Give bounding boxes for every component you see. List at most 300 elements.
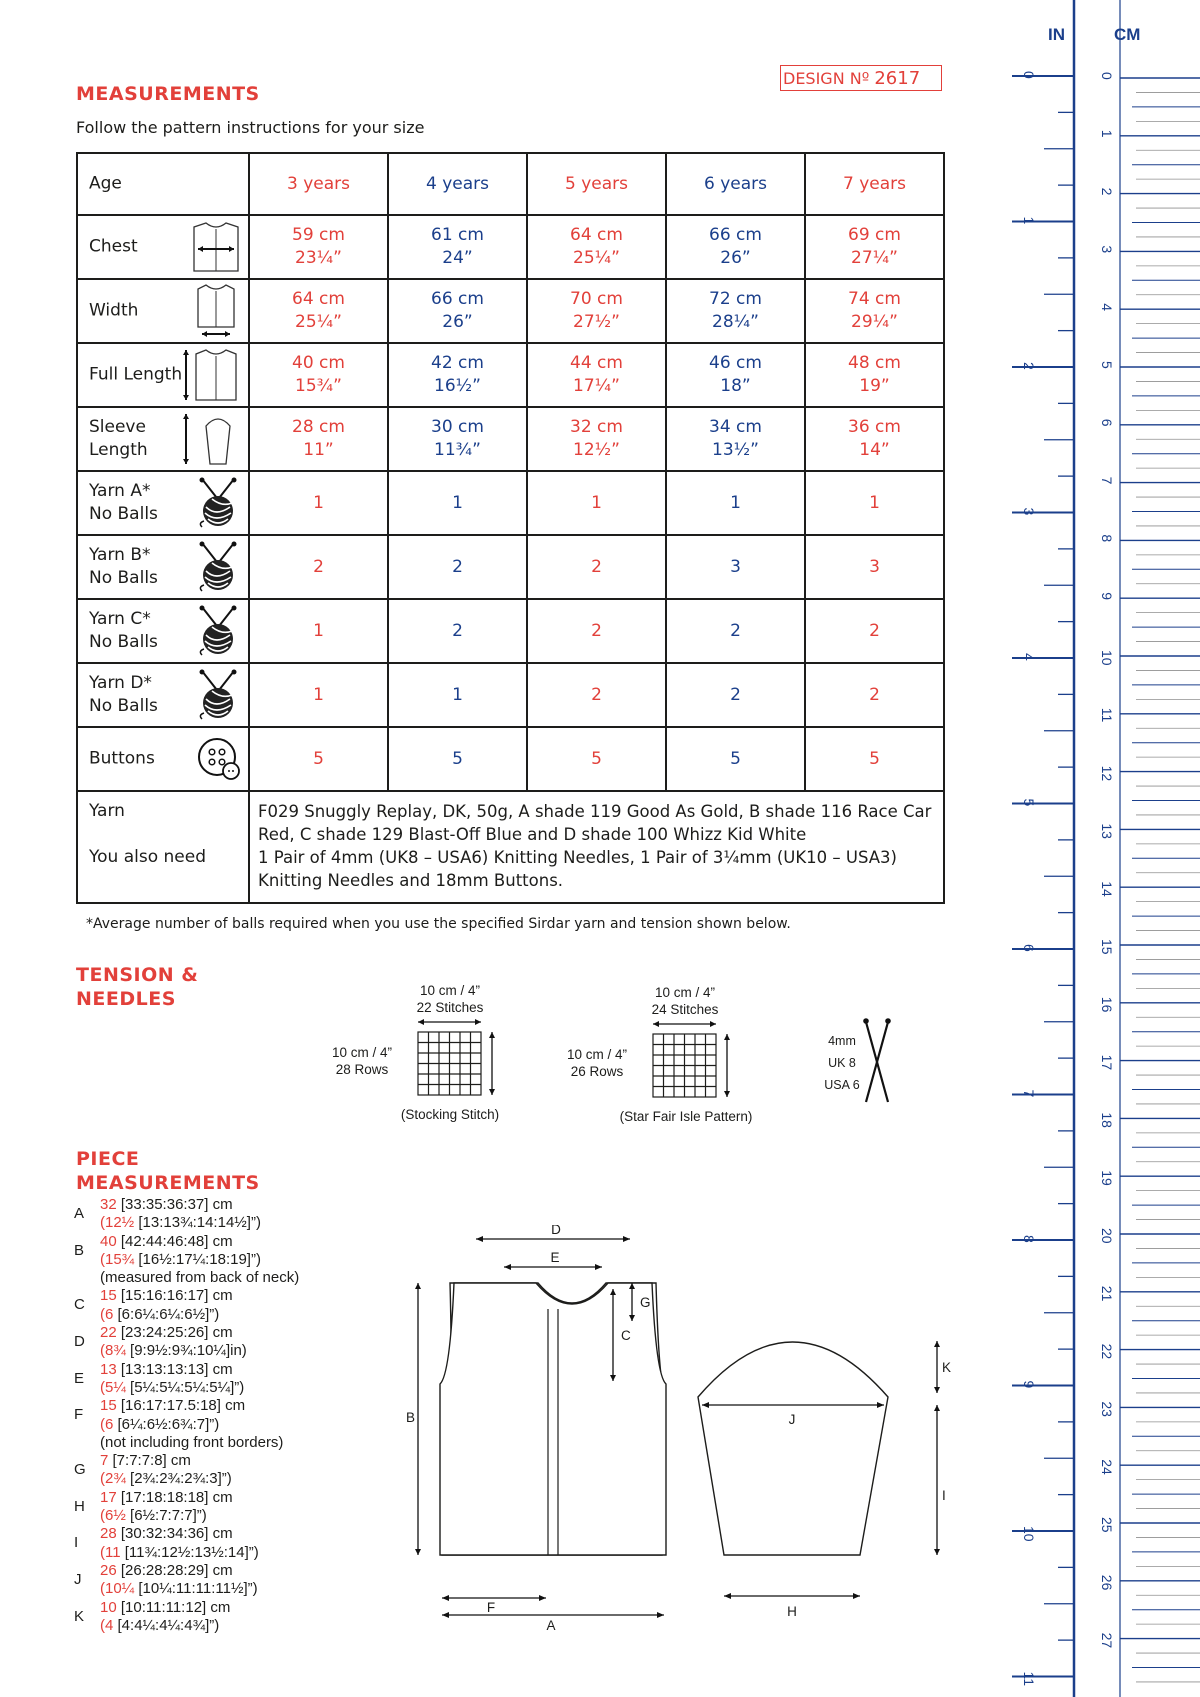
ruler-inch-number: 2 <box>1021 362 1037 370</box>
row-label-line: Yarn D* <box>89 673 152 693</box>
piece-other-sizes: [16½:17¼:18:19]”) <box>134 1250 261 1268</box>
ruler-inch-number: 7 <box>1021 1089 1037 1098</box>
piece-letter: E <box>74 1369 85 1387</box>
piece-diagram <box>400 1225 960 1685</box>
piece-first-size: 28 <box>100 1525 117 1543</box>
piece-letter: I <box>74 1534 79 1552</box>
piece-cm-line <box>100 1361 299 1379</box>
label-j: J <box>788 1412 796 1427</box>
piece-in-line <box>100 1251 299 1269</box>
value-in: 28¼” <box>712 312 759 332</box>
ruler-cm-number: 16 <box>1099 996 1115 1013</box>
piece-in-line <box>100 1507 299 1525</box>
table-row <box>77 153 944 215</box>
value-cell: 1 <box>666 471 805 535</box>
value-in: 11” <box>303 440 334 460</box>
footnote: *Average number of balls required when you use the specified Sirdar yarn and tension shown below. <box>86 916 791 932</box>
value-cell: 5 <box>805 727 944 791</box>
list-item <box>72 1324 299 1361</box>
piece-first-size: (4 <box>100 1616 114 1634</box>
size-header: 7 years <box>805 153 944 215</box>
value-cm: 30 cm <box>431 417 484 437</box>
piece-cm-line <box>100 1452 299 1470</box>
measurements-table <box>76 152 945 904</box>
label-e: E <box>550 1250 560 1265</box>
piece-other-sizes: [6:6¼:6¼:6½]”) <box>113 1305 220 1323</box>
piece-title-line: PIECE <box>76 1148 140 1170</box>
value-in: 14” <box>859 440 890 460</box>
value-in: 15¾” <box>295 376 342 396</box>
value-in: 17¼” <box>573 376 620 396</box>
ruler-cm-number: 20 <box>1099 1228 1115 1244</box>
ruler-inch-number: 9 <box>1021 1380 1037 1389</box>
chest-icon <box>190 219 242 275</box>
row-label <box>89 416 148 462</box>
swatch2-caption: (Star Fair Isle Pattern) <box>619 1109 753 1124</box>
piece-cm-line <box>100 1562 299 1580</box>
value-cell: 2 <box>805 599 944 663</box>
piece-letter: C <box>74 1296 85 1314</box>
row-label: Chest <box>89 236 138 257</box>
row-label-line: No Balls <box>89 568 158 588</box>
piece-note: (measured from back of neck) <box>100 1269 300 1287</box>
age-label-cell <box>77 153 249 215</box>
value-cell: 5 <box>249 727 388 791</box>
table-row <box>77 663 944 727</box>
table-row <box>77 343 944 407</box>
swatch1-top-line: 10 cm / 4” <box>419 983 481 998</box>
ruler-ticks <box>1012 71 1200 1686</box>
piece-cm-line <box>100 1287 299 1305</box>
ruler-inch-number: 1 <box>1021 216 1037 225</box>
swatch2-top-line: 10 cm / 4” <box>654 985 716 1000</box>
piece-in-line <box>100 1342 299 1360</box>
value-cm: 34 cm <box>709 417 762 437</box>
piece-other-sizes: [30:32:34:36] cm <box>116 1525 233 1543</box>
yarn-ball-icon <box>194 669 242 721</box>
ruler-in-label: IN <box>1048 25 1065 44</box>
ruler-cm-number: 14 <box>1099 881 1115 897</box>
row-label <box>89 672 158 718</box>
ruler-cm-number: 11 <box>1099 707 1115 723</box>
label-b: B <box>406 1410 416 1425</box>
yarn-ball-icon <box>194 605 242 657</box>
sleeve-icon <box>180 410 242 468</box>
piece-other-sizes: [23:24:25:26] cm <box>116 1324 233 1342</box>
value-cell: 3 <box>666 535 805 599</box>
value-in: 26” <box>720 248 751 268</box>
piece-in-line <box>100 1580 299 1598</box>
tension-diagram <box>0 970 1000 1140</box>
piece-cm-line <box>100 1397 299 1415</box>
row-label <box>89 544 158 590</box>
ruler-cm-number: 18 <box>1099 1112 1115 1128</box>
label-k: K <box>942 1360 952 1375</box>
value-cell <box>527 215 666 279</box>
piece-first-size: 15 <box>100 1287 117 1305</box>
piece-in-line <box>100 1544 299 1562</box>
value-cm: 46 cm <box>709 353 762 373</box>
piece-other-sizes: [5¼:5¼:5¼:5¼]”) <box>125 1378 245 1396</box>
swatch2-grid <box>653 1034 716 1097</box>
sleeve-piece-outline <box>698 1342 888 1555</box>
table-row <box>77 407 944 471</box>
piece-first-size: (6 <box>100 1305 114 1323</box>
label-h: H <box>787 1604 797 1619</box>
value-in: 23¼” <box>295 248 342 268</box>
value-cell <box>666 407 805 471</box>
value-cm: 40 cm <box>292 353 345 373</box>
row-label-cell <box>77 471 249 535</box>
value-cell <box>527 407 666 471</box>
piece-letter: H <box>74 1497 85 1515</box>
ruler-cm-number: 15 <box>1099 939 1115 955</box>
piece-in-line <box>100 1470 299 1488</box>
value-cm: 59 cm <box>292 225 345 245</box>
piece-first-size: (15¾ <box>100 1250 135 1268</box>
row-label-line: Length <box>89 440 148 460</box>
ruler-inch-number: 11 <box>1021 1671 1037 1687</box>
piece-letter: B <box>74 1241 85 1259</box>
value-cell: 1 <box>527 471 666 535</box>
ruler-cm-number: 17 <box>1099 1054 1115 1071</box>
value-cell: 5 <box>527 727 666 791</box>
piece-letter: D <box>74 1333 85 1351</box>
value-cell: 1 <box>249 471 388 535</box>
yarn-ball-icon <box>194 477 242 529</box>
list-item <box>72 1397 299 1452</box>
value-cm: 66 cm <box>431 289 484 309</box>
ruler-inch-number: 6 <box>1021 944 1037 952</box>
value-in: 11¾” <box>434 440 481 460</box>
list-item <box>72 1196 299 1233</box>
piece-title-line: MEASUREMENTS <box>76 1172 260 1194</box>
body-piece-shape <box>440 1283 666 1555</box>
value-in: 25¼” <box>295 312 342 332</box>
value-in: 29¼” <box>851 312 898 332</box>
design-label: DESIGN Nº <box>783 69 870 88</box>
value-in: 16½” <box>434 376 481 396</box>
value-cm: 44 cm <box>570 353 623 373</box>
label-c: C <box>621 1328 631 1343</box>
tension-title-line: NEEDLES <box>76 988 176 1010</box>
row-label <box>89 480 158 526</box>
value-cell <box>388 407 527 471</box>
value-cell <box>666 279 805 343</box>
ruler <box>1000 0 1200 1697</box>
value-in: 19” <box>859 376 890 396</box>
row-label-cell <box>77 727 249 791</box>
ruler-cm-label: CM <box>1114 25 1141 44</box>
ruler-cm-number: 19 <box>1099 1170 1115 1186</box>
piece-cm-line <box>100 1233 299 1251</box>
piece-other-sizes: [6¼:6½:6¾:7]”) <box>113 1415 220 1433</box>
label-f: F <box>486 1600 496 1615</box>
ruler-cm-number: 5 <box>1099 361 1115 369</box>
piece-other-sizes: [15:16:16:17] cm <box>116 1287 233 1305</box>
ruler-cm-number: 22 <box>1099 1343 1115 1360</box>
value-cm: 74 cm <box>848 289 901 309</box>
piece-first-size: (8¾ <box>100 1342 126 1360</box>
value-cm: 69 cm <box>848 225 901 245</box>
design-number: 2617 <box>874 68 921 89</box>
piece-other-sizes: [7:7:7:8] cm <box>108 1452 191 1470</box>
needle-size: 4mm <box>828 1034 856 1048</box>
ruler-cm-number: 1 <box>1099 129 1115 138</box>
table-row <box>77 471 944 535</box>
value-cell: 1 <box>388 471 527 535</box>
row-label-line: No Balls <box>89 504 158 524</box>
age-label: Age <box>89 173 122 194</box>
row-label-cell <box>77 343 249 407</box>
piece-cm-line <box>100 1489 299 1507</box>
ruler-cm-number: 25 <box>1099 1517 1115 1533</box>
piece-cm-line <box>100 1599 299 1617</box>
piece-note: (not including front borders) <box>100 1433 284 1451</box>
value-cm: 36 cm <box>848 417 901 437</box>
value-cell: 2 <box>666 663 805 727</box>
value-cell: 1 <box>249 599 388 663</box>
row-label: Width <box>89 300 139 321</box>
list-item <box>72 1233 299 1288</box>
value-cell <box>805 215 944 279</box>
piece-letter: K <box>74 1607 85 1625</box>
value-cm: 72 cm <box>709 289 762 309</box>
value-cell <box>249 407 388 471</box>
yarn-text: F029 Snuggly Replay, DK, 50g, A shade 119 Good As Gold, B shade 116 Race Car Red, C shade 129 Blast-Off Blue and D shade 100 Whizz Kid White <box>258 802 932 844</box>
piece-other-sizes: [4:4¼:4¼:4¾]”) <box>113 1616 220 1634</box>
value-cell: 1 <box>249 663 388 727</box>
list-item <box>72 1287 299 1324</box>
value-in: 26” <box>442 312 473 332</box>
piece-first-size: 26 <box>100 1561 117 1579</box>
ruler-cm-number: 24 <box>1099 1459 1115 1475</box>
ruler-cm-number: 3 <box>1099 245 1115 254</box>
piece-other-sizes: [2¾:2¾:2¾:3]”) <box>125 1470 232 1488</box>
value-cell: 2 <box>666 599 805 663</box>
row-label-cell <box>77 599 249 663</box>
needle-uk: UK 8 <box>828 1056 856 1070</box>
piece-first-size: 13 <box>100 1360 117 1378</box>
row-label-cell <box>77 535 249 599</box>
yarn-details-cell <box>249 791 944 903</box>
value-cell: 2 <box>388 535 527 599</box>
size-header: 6 years <box>666 153 805 215</box>
value-cell: 3 <box>805 535 944 599</box>
value-cm: 42 cm <box>431 353 484 373</box>
piece-other-sizes: [9:9½:9¾:10¼]in) <box>125 1342 247 1360</box>
row-label-line: Yarn B* <box>89 545 151 565</box>
yarn-ball-icon <box>194 541 242 593</box>
value-cell: 2 <box>527 663 666 727</box>
size-header: 4 years <box>388 153 527 215</box>
value-cm: 28 cm <box>292 417 345 437</box>
row-label-cell <box>77 407 249 471</box>
tension-title-line: TENSION & <box>76 964 199 986</box>
measurements-title: MEASUREMENTS <box>76 83 260 105</box>
ruler-cm-number: 2 <box>1099 187 1115 196</box>
table-row <box>77 599 944 663</box>
piece-other-sizes: [10:11:11:12] cm <box>116 1598 231 1616</box>
piece-first-size: (6½ <box>100 1507 126 1525</box>
value-cm: 32 cm <box>570 417 623 437</box>
value-in: 12½” <box>573 440 620 460</box>
piece-first-size: (2¾ <box>100 1470 126 1488</box>
value-in: 27¼” <box>851 248 898 268</box>
value-cell <box>388 279 527 343</box>
swatch1-side-line: 28 Rows <box>335 1062 389 1077</box>
knitting-needles-icon <box>863 1018 891 1102</box>
piece-first-size: (11 <box>100 1543 121 1561</box>
row-label-cell <box>77 791 249 903</box>
also-need-text: 1 Pair of 4mm (UK8 – USA6) Knitting Needles, 1 Pair of 3¼mm (UK10 – USA3) Knitting Needles and 18mm Buttons. <box>258 848 897 890</box>
value-cm: 64 cm <box>570 225 623 245</box>
piece-other-sizes: [33:35:36:37] cm <box>116 1196 233 1213</box>
value-cell <box>249 279 388 343</box>
piece-in-line <box>100 1306 299 1324</box>
ruler-inch-number: 5 <box>1021 798 1037 807</box>
row-label: Full Length <box>89 364 183 385</box>
value-cell <box>527 343 666 407</box>
piece-first-size: 10 <box>100 1598 117 1616</box>
value-cell <box>527 279 666 343</box>
swatch2-top-line: 24 Stitches <box>651 1002 719 1017</box>
ruler-inch-number: 8 <box>1021 1235 1037 1243</box>
piece-first-size: 15 <box>100 1397 117 1415</box>
piece-letter: F <box>74 1406 84 1424</box>
piece-other-sizes: [13:13:13:13] cm <box>116 1360 233 1378</box>
value-cm: 66 cm <box>709 225 762 245</box>
piece-other-sizes: [10¼:11:11:11½]”) <box>134 1580 258 1598</box>
value-in: 24” <box>442 248 473 268</box>
piece-in-line <box>100 1379 299 1397</box>
ruler-cm-number: 4 <box>1099 303 1115 311</box>
ruler-cm-number: 12 <box>1099 765 1115 782</box>
width-icon <box>190 283 242 339</box>
size-header: 3 years <box>249 153 388 215</box>
value-cell <box>666 343 805 407</box>
value-cell: 2 <box>805 663 944 727</box>
also-need-label: You also need <box>89 847 206 867</box>
piece-first-size: 40 <box>100 1232 117 1250</box>
value-cell <box>388 343 527 407</box>
row-label-line: No Balls <box>89 632 158 652</box>
list-item <box>72 1599 299 1636</box>
piece-measurements-list <box>72 1196 299 1635</box>
label-i: I <box>942 1488 946 1503</box>
value-cell <box>805 407 944 471</box>
list-item <box>72 1489 299 1526</box>
value-in: 25¼” <box>573 248 620 268</box>
value-cell: 1 <box>388 663 527 727</box>
swatch2-side-line: 10 cm / 4” <box>566 1047 628 1062</box>
full-length-icon <box>180 346 242 404</box>
yarn-label: Yarn <box>89 801 125 821</box>
design-number-box <box>780 65 942 91</box>
label-d: D <box>551 1225 561 1237</box>
row-label-cell <box>77 663 249 727</box>
swatch1-top-line: 22 Stitches <box>416 1000 484 1015</box>
value-cell: 2 <box>527 599 666 663</box>
table-row <box>77 215 944 279</box>
piece-first-size: 17 <box>100 1488 117 1506</box>
value-cell: 1 <box>805 471 944 535</box>
list-item <box>72 1452 299 1489</box>
value-cell: 2 <box>249 535 388 599</box>
piece-cm-line <box>100 1525 299 1543</box>
ruler-inch-number: 0 <box>1021 71 1037 79</box>
button-icon <box>196 736 242 782</box>
piece-other-sizes: [26:28:28:29] cm <box>116 1561 233 1579</box>
ruler-cm-number: 21 <box>1099 1285 1115 1302</box>
piece-in-line <box>100 1416 299 1434</box>
value-cell <box>388 215 527 279</box>
piece-letter: A <box>74 1205 85 1222</box>
label-a: A <box>546 1618 556 1633</box>
piece-other-sizes: [13:13¾:14:14½]”) <box>134 1214 261 1232</box>
piece-first-size: 7 <box>100 1452 109 1470</box>
piece-cm-line <box>100 1324 299 1342</box>
ruler-inch-number: 3 <box>1021 507 1037 516</box>
value-in: 13½” <box>712 440 759 460</box>
piece-first-size: 22 <box>100 1324 117 1342</box>
piece-other-sizes: [6½:7:7:7]”) <box>125 1507 207 1525</box>
value-cm: 48 cm <box>848 353 901 373</box>
swatch1-caption: (Stocking Stitch) <box>400 1107 500 1122</box>
ruler-cm-number: 10 <box>1099 650 1115 666</box>
piece-other-sizes: [11¾:12½:13½:14]”) <box>120 1543 259 1561</box>
piece-first-size: (6 <box>100 1415 114 1433</box>
value-cell: 2 <box>388 599 527 663</box>
ruler-inch-number: 10 <box>1021 1526 1037 1542</box>
row-label-cell <box>77 215 249 279</box>
ruler-inch-number: 4 <box>1021 653 1037 661</box>
row-label-line: Yarn C* <box>89 609 151 629</box>
piece-cm-line <box>100 1196 299 1214</box>
value-cm: 70 cm <box>570 289 623 309</box>
swatch2-side-line: 26 Rows <box>570 1064 624 1079</box>
value-cell: 5 <box>388 727 527 791</box>
table-row <box>77 727 944 791</box>
value-in: 18” <box>720 376 751 396</box>
piece-first-size: 32 <box>100 1196 117 1213</box>
list-item <box>72 1525 299 1562</box>
ruler-cm-number: 23 <box>1099 1401 1115 1417</box>
piece-letter: J <box>74 1570 82 1588</box>
row-label-cell <box>77 279 249 343</box>
row-label: Buttons <box>89 748 155 769</box>
ruler-cm-number: 9 <box>1099 592 1115 600</box>
ruler-cm-number: 0 <box>1099 72 1115 80</box>
row-label-line: No Balls <box>89 696 158 716</box>
piece-letter: G <box>74 1461 86 1479</box>
value-cell: 5 <box>666 727 805 791</box>
size-header: 5 years <box>527 153 666 215</box>
ruler-cm-number: 6 <box>1099 418 1115 427</box>
needle-usa: USA 6 <box>824 1078 860 1092</box>
ruler-cm-number: 8 <box>1099 534 1115 543</box>
value-cm: 61 cm <box>431 225 484 245</box>
piece-other-sizes: [16:17:17.5:18] cm <box>116 1397 246 1415</box>
row-label-line: Yarn A* <box>89 481 151 501</box>
value-cm: 64 cm <box>292 289 345 309</box>
row-label <box>89 608 158 654</box>
piece-other-sizes: [42:44:46:48] cm <box>116 1232 233 1250</box>
value-cell <box>249 343 388 407</box>
ruler-cm-number: 13 <box>1099 823 1115 839</box>
ruler-cm-number: 7 <box>1099 476 1115 485</box>
value-cell <box>805 279 944 343</box>
